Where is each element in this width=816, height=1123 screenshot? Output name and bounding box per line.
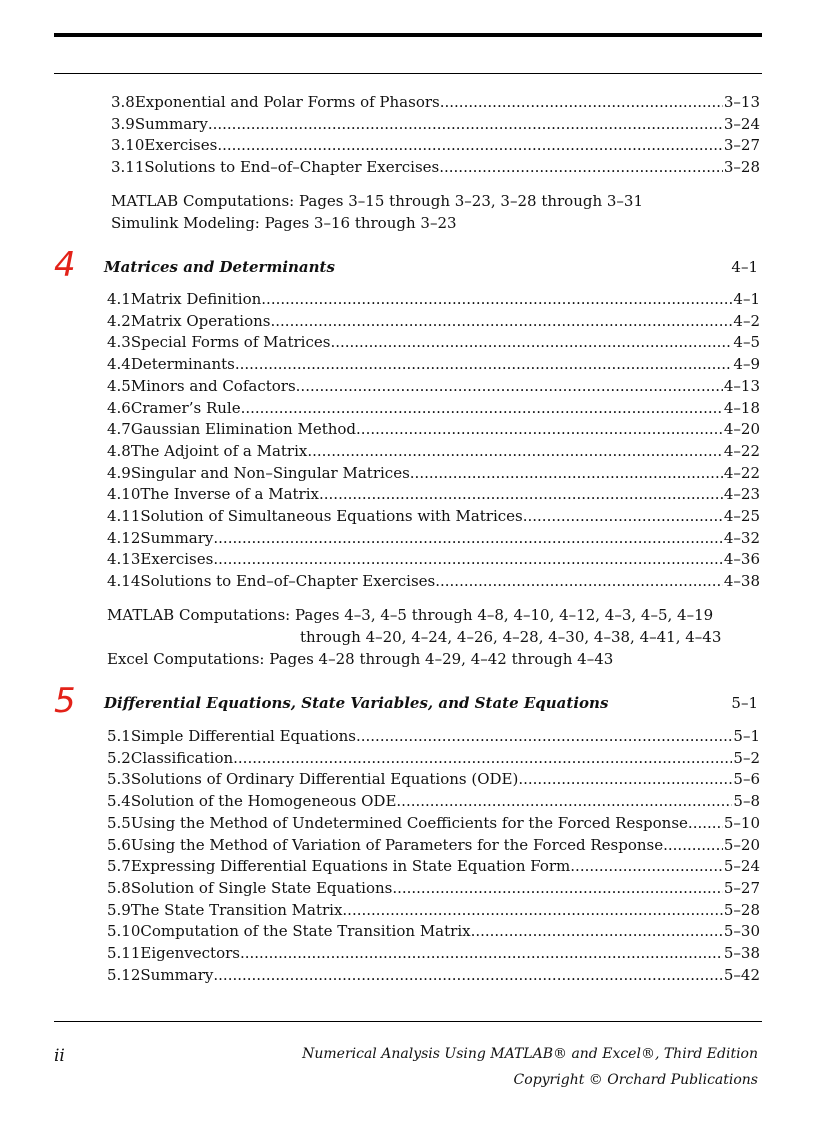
section-number: 4.10 <box>107 485 141 504</box>
section-number: 4.5 <box>107 376 131 395</box>
section-page: 5–30 <box>723 922 760 941</box>
toc-entry <box>107 375 760 397</box>
dot-leader <box>440 91 723 113</box>
section-page: 3–13 <box>723 93 760 111</box>
section-title: Solution of the Homogeneous ODE <box>130 792 397 811</box>
footer-rule <box>54 1021 762 1022</box>
toc-entry <box>111 134 760 156</box>
section-number: 5.8 <box>107 878 131 897</box>
section-title: Minors and Cofactors <box>130 376 296 395</box>
dot-leader <box>307 440 723 462</box>
section-number: 3.9 <box>111 114 135 133</box>
section-title: Using the Method of Variation of Parameters for the Forced Response <box>130 835 664 854</box>
section-title: Gaussian Elimination Method <box>130 420 357 439</box>
section-number: 3.10 <box>111 136 145 155</box>
toc-entry <box>107 768 760 790</box>
section-title: Exercises <box>144 136 218 155</box>
chapter-5-page: 5–1 <box>731 694 758 712</box>
dot-leader <box>523 505 723 527</box>
toc-entry <box>107 920 760 942</box>
section-page: 4–32 <box>723 528 760 547</box>
section-title: Solutions to End–of–Chapter Exercises <box>144 158 440 177</box>
section-page: 5–10 <box>723 813 760 832</box>
section-title: Cramer’s Rule <box>130 398 241 417</box>
toc-entry <box>107 288 760 310</box>
dot-leader <box>356 725 732 747</box>
section-title: The Adjoint of a Matrix <box>130 441 308 460</box>
excel-note: Excel Computations: Pages 4–28 through 4–29, 4–42 through 4–43 <box>107 650 614 668</box>
section-page: 3–28 <box>723 158 760 177</box>
section-number: 5.2 <box>107 748 131 767</box>
header-rule-thick <box>54 33 762 37</box>
dot-leader <box>213 527 722 549</box>
toc-entry <box>107 505 760 527</box>
section-number: 3.8 <box>111 93 135 111</box>
section-title: The State Transition Matrix <box>130 900 343 919</box>
section-page: 5–1 <box>733 727 760 745</box>
toc-entry <box>107 899 760 921</box>
section-number: 4.8 <box>107 441 131 460</box>
dot-leader <box>439 156 723 178</box>
toc-entry <box>107 527 760 549</box>
section-page: 3–24 <box>723 114 760 133</box>
section-number: 4.3 <box>107 333 131 352</box>
dot-leader <box>663 834 723 856</box>
section-title: Summary <box>134 114 208 133</box>
section-title: Classification <box>130 748 234 767</box>
dot-leader <box>271 310 733 332</box>
dot-leader <box>688 812 723 834</box>
section-title: Matrix Definition <box>130 290 262 308</box>
dot-leader <box>410 462 723 484</box>
dot-leader <box>330 331 732 353</box>
section-page: 4–2 <box>733 311 760 330</box>
section-number: 4.9 <box>107 463 131 482</box>
section-page: 5–2 <box>733 748 760 767</box>
toc-entry <box>107 331 760 353</box>
section-title: Special Forms of Matrices <box>130 333 331 352</box>
section-page: 4–9 <box>733 355 760 374</box>
dot-leader <box>392 877 723 899</box>
section-title: Computation of the State Transition Matrix <box>140 922 471 941</box>
section-title: Eigenvectors <box>140 944 240 962</box>
section-number: 5.7 <box>107 857 131 876</box>
toc-entry <box>107 747 760 769</box>
toc-entry <box>107 790 760 812</box>
dot-leader <box>518 768 732 790</box>
section-page: 4–25 <box>723 507 760 525</box>
chapter-4-title: Matrices and Determinants <box>104 258 335 276</box>
section-title: Expressing Differential Equations in State Equation Form <box>130 857 571 876</box>
section-number: 4.7 <box>107 420 131 439</box>
dot-leader <box>396 790 732 812</box>
dot-leader <box>240 942 723 964</box>
dot-leader <box>208 113 723 135</box>
section-page: 4–20 <box>723 420 760 439</box>
section-title: Solution of Simultaneous Equations with Matrices <box>140 507 523 525</box>
section-page: 5–6 <box>733 770 760 789</box>
section-page: 4–18 <box>723 398 760 417</box>
section-page: 4–23 <box>723 485 760 504</box>
dot-leader <box>213 964 722 986</box>
section-title: Simple Differential Equations <box>130 727 356 745</box>
chapter-4-number: 4 <box>54 245 76 285</box>
section-page: 4–1 <box>733 290 760 308</box>
section-page: 4–5 <box>733 333 760 352</box>
section-number: 5.4 <box>107 792 131 811</box>
section-title: Solutions of Ordinary Differential Equations (ODE) <box>130 770 519 789</box>
toc-entry <box>107 812 760 834</box>
section-page: 3–27 <box>723 136 760 155</box>
dot-leader <box>235 353 733 375</box>
dot-leader <box>319 483 723 505</box>
copyright-line: Copyright © Orchard Publications <box>513 1072 758 1088</box>
dot-leader <box>213 548 723 570</box>
section-number: 4.14 <box>107 572 141 591</box>
section-title: Matrix Operations <box>130 311 271 330</box>
section-number: 5.10 <box>107 922 141 941</box>
toc-entry <box>107 483 760 505</box>
section-number: 4.11 <box>107 507 141 525</box>
chapter-5-title: Differential Equations, State Variables, and State Equations <box>104 694 609 712</box>
section-title: Singular and Non–Singular Matrices <box>130 463 410 482</box>
section-number: 5.9 <box>107 900 131 919</box>
section-number: 5.5 <box>107 813 131 832</box>
section-title: Summary <box>140 965 214 984</box>
dot-leader <box>217 134 723 156</box>
toc-entry <box>107 570 760 592</box>
toc-entry <box>107 418 760 440</box>
section-number: 4.1 <box>107 290 131 308</box>
toc-entry <box>111 91 760 113</box>
section-number: 4.12 <box>107 528 141 547</box>
section-number: 5.12 <box>107 965 141 984</box>
section-page: 5–20 <box>723 835 760 854</box>
dot-leader <box>435 570 723 592</box>
section-title: The Inverse of a Matrix <box>140 485 319 504</box>
dot-leader <box>233 747 732 769</box>
section-page: 5–42 <box>723 965 760 984</box>
matlab-note: MATLAB Computations: Pages 3–15 through 3–23, 3–28 through 3–31 <box>111 192 644 210</box>
section-page: 5–24 <box>723 857 760 876</box>
page-number: ii <box>54 1046 65 1066</box>
dot-leader <box>241 397 723 419</box>
section-number: 5.1 <box>107 727 131 745</box>
toc-entry <box>107 964 760 986</box>
dot-leader <box>570 855 723 877</box>
dot-leader <box>471 920 723 942</box>
toc-entry <box>107 877 760 899</box>
section-title: Solutions to End–of–Chapter Exercises <box>140 572 436 591</box>
section-number: 3.11 <box>111 158 145 177</box>
section-title: Exercises <box>140 550 214 569</box>
section-number: 4.13 <box>107 550 141 569</box>
dot-leader <box>356 418 723 440</box>
toc-entry <box>107 440 760 462</box>
section-title: Summary <box>140 528 214 547</box>
section-page: 4–22 <box>723 441 760 460</box>
section-title: Exponential and Polar Forms of Phasors <box>134 93 440 111</box>
section-number: 5.3 <box>107 770 131 789</box>
section-title: Solution of Single State Equations <box>130 878 393 897</box>
section-title: Using the Method of Undetermined Coefficients for the Forced Response <box>130 813 688 832</box>
toc-entry <box>107 834 760 856</box>
section-number: 4.4 <box>107 355 131 374</box>
toc-entry <box>107 548 760 570</box>
section-page: 4–38 <box>723 572 760 591</box>
section-number: 5.6 <box>107 835 131 854</box>
section-page: 5–38 <box>723 944 760 962</box>
chapter-4-page: 4–1 <box>731 258 758 276</box>
toc-entry <box>107 397 760 419</box>
section-page: 4–22 <box>723 463 760 482</box>
matlab-note: MATLAB Computations: Pages 4–3, 4–5 through 4–8, 4–10, 4–12, 4–3, 4–5, 4–19 <box>107 606 714 624</box>
section-page: 4–13 <box>723 376 760 395</box>
section-page: 5–8 <box>733 792 760 811</box>
section-number: 4.6 <box>107 398 131 417</box>
toc-entry <box>107 462 760 484</box>
toc-entry <box>107 855 760 877</box>
dot-leader <box>296 375 723 397</box>
book-title: Numerical Analysis Using MATLAB® and Excel®, Third Edition <box>302 1046 758 1062</box>
section-page: 4–36 <box>723 550 760 569</box>
toc-entry <box>107 942 760 964</box>
section-number: 5.11 <box>107 944 141 962</box>
chapter-5-number: 5 <box>54 681 76 721</box>
section-title: Determinants <box>130 355 235 374</box>
dot-leader <box>261 288 732 310</box>
simulink-note: Simulink Modeling: Pages 3–16 through 3–23 <box>111 214 457 232</box>
dot-leader <box>342 899 722 921</box>
toc-entry <box>111 113 760 135</box>
toc-entry <box>107 353 760 375</box>
section-page: 5–28 <box>723 900 760 919</box>
section-number: 4.2 <box>107 311 131 330</box>
toc-entry <box>107 725 760 747</box>
header-rule-thin <box>54 73 762 74</box>
matlab-note-continued: through 4–20, 4–24, 4–26, 4–28, 4–30, 4–38, 4–41, 4–43 <box>300 628 722 646</box>
toc-entry <box>107 310 760 332</box>
toc-entry <box>111 156 760 178</box>
section-page: 5–27 <box>723 878 760 897</box>
